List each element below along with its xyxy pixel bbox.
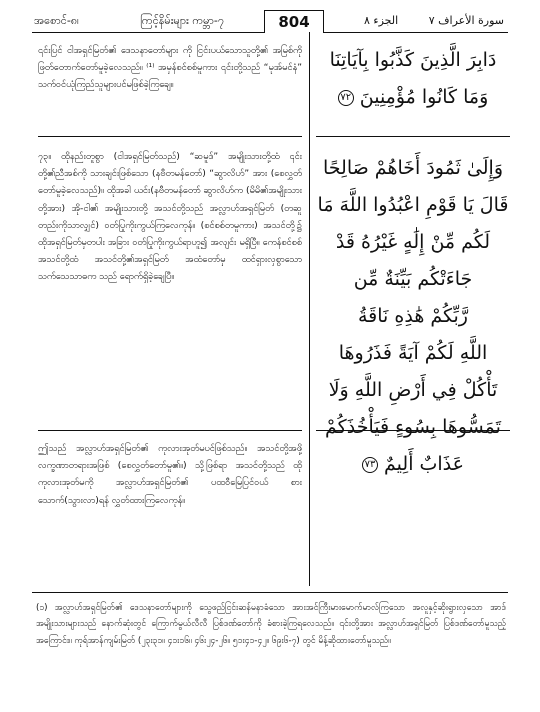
arabic-line: دَابِرَ الَّذِينَ كَذَّبُوا بِآيَاتِنَا	[329, 49, 497, 71]
arabic-line: اللَّهِ لَكُمْ آيَةً فَذَرُوهَا	[338, 342, 488, 364]
arabic-line: تَمَسُّوهَا بِسُوءٍ فَيَأْخُذَكُمْ	[325, 416, 501, 438]
translation-column	[38, 38, 302, 582]
footnote-rule	[32, 592, 508, 593]
verse-number-marker: ٧٢	[338, 90, 354, 106]
arabic-line: جَاءَتْكُم بَيِّنَةٌ مِّن	[353, 268, 473, 290]
page-header	[32, 12, 508, 33]
arabic-line	[316, 79, 510, 116]
column-divider	[309, 32, 310, 586]
verse-separator	[316, 136, 510, 137]
arabic-line: تَأْكُلْ فِي أَرْضِ اللَّهِ وَلَا	[328, 379, 498, 401]
header-chapter: ကြင့်နိမ်းများ ကမ္ဘာ-၇	[140, 14, 225, 27]
arabic-column	[316, 38, 510, 582]
arabic-verse-72	[316, 42, 510, 116]
verse-separator	[38, 430, 302, 431]
arabic-verse-73	[316, 150, 510, 483]
verse-number-marker: ٧٣	[362, 457, 378, 473]
arabic-line: قَالَ يَا قَوْمِ اعْبُدُوا اللَّهَ مَا	[317, 194, 509, 216]
verse-separator	[316, 430, 510, 431]
arabic-text: وَمَا كَانُوا مُؤْمِنِينَ	[359, 86, 489, 108]
arabic-line: رَّبِّكُمْ هَٰذِهِ نَاقَةُ	[358, 305, 468, 327]
header-juz: الجزء ٨	[364, 14, 399, 27]
arabic-line: وَإِلَىٰ ثَمُودَ أَخَاهُمْ صَالِحًا	[323, 157, 503, 179]
header-surah: سورة الأعراف ٧	[428, 14, 504, 27]
arabic-text: عَذَابٌ أَلِيمٌ	[384, 453, 464, 475]
arabic-line	[316, 446, 510, 483]
footnote: (၁) အလ္လာဟ်အရှင်မြတ်၏ ဒေသနာတော်များကို သွေဖည်ငြင်းဆန်မနာခံသော အားအင်ကြီးမားမောက်မာလ်ကြသော အလူနှင့်ဆိုးရွားလှသော အာဒ်အမျိုးသားများသည် နောက်ဆုံးတွင် ကြောက်မွယ်လီလီ ပြစ်ဒဏ်တော်ကို ခံစားခဲ့ကြရလေသည်။ ၎င်းတို့အား အလ္လာဟ်အရှင်မြတ် ပြစ်ဒဏ်တော်မူသည့်အကြောင်း။ ကုရ်အာန်ကျမ်းမြတ် (၂၃း၃၁။ ၄၁း၁၆။ ၄၆း၂၄-၂၆။ ၅၁း၄၁-၄၂။ ၆၉း၆-၇) တွင် မိန့်ဆိုထားတော်မူသည်။	[36, 603, 506, 646]
arabic-line: لَكُم مِّنْ إِلَٰهٍ غَيْرُهُ قَدْ	[335, 231, 491, 253]
page-number: 804	[264, 10, 324, 33]
verse-separator	[38, 136, 302, 137]
translation-intro: ၎င်းပြင် ငါအရှင်မြတ်၏ ဒေသနာတော်များ ကို ငြင်းပယ်သောသူတို့၏ အမြစ်ကို ဖြတ်တောက်တော်မူခဲ့လေသည်။ ⁽¹⁾ အမှန်စင်စစ်မူကား ၎င်းတို့သည် “မုအ်မင်နံ” သက်ဝင်ယုံကြည်သူများပင်မဖြစ်ခဲ့ကြချေ။	[38, 45, 302, 91]
header-volume: အစောင်-၈၊	[34, 14, 79, 27]
translation-closing: ဤသည် အလ္လာဟ်အရှင်မြတ်၏ ကုလားအုတ်မပင်ဖြစ်သည်။ အသင်တို့အဖို့ လက္ခဏာတရားအဖြစ် (စေလွှတ်တော်မူ၏။) သို့ဖြစ်ရာ အသင်တို့သည် ထိုကုလားအုတ်မကို အလ္လာဟ်အရှင်မြတ်၏ ပထဝီမြေပြင်ဝယ် စားသောက်(သွားလာ)ရန် လွှတ်ထားကြလေကုန်။	[38, 443, 302, 506]
translation-verse-73: ၇၃။ ထိုနည်းတူစွာ (ငါအရှင်မြတ်သည်) “ဆမူဒ်” အမျိုးသားတို့ထံ ၎င်းတို့၏ညီအစ်ကို သားချင်းဖြစ်သော (နဗီတမန်တော်) “ဆွာလိဟ်” အား (စေလွှတ်တော်မူခဲ့လေသည်)။ ထိုအခါ ယင်း(နဗီတမန်တော် ဆွာလိဟ်က (မိမိ၏အမျိုးသားတို့အား) အို-ငါ၏ အမျိုးသားတို့ အသင်တို့သည် အလ္လာဟ်အရှင်မြတ် (တဆူတည်းကိုသာလျှင်) ဝတ်ပြုကိုးကွယ်ကြလေကုန်။ (စင်စစ်တမူကား) အသင်တို့၌ ထိုအရှင်မြတ်မှတပါး အခြား ဝတ်ပြုကိုးကွယ်ရာဟူ၍ အလျင်း မရှိပြီ။ ကေန်စင်စစ် အသင်တို့ထံ အသင်တို့၏အရှင်မြတ် အထံတော်မှ ထင်ရှားလှစွာသော သက်သေသာဓက သည် ရောက်ရှိခဲ့ချေပြီ။	[38, 151, 302, 283]
